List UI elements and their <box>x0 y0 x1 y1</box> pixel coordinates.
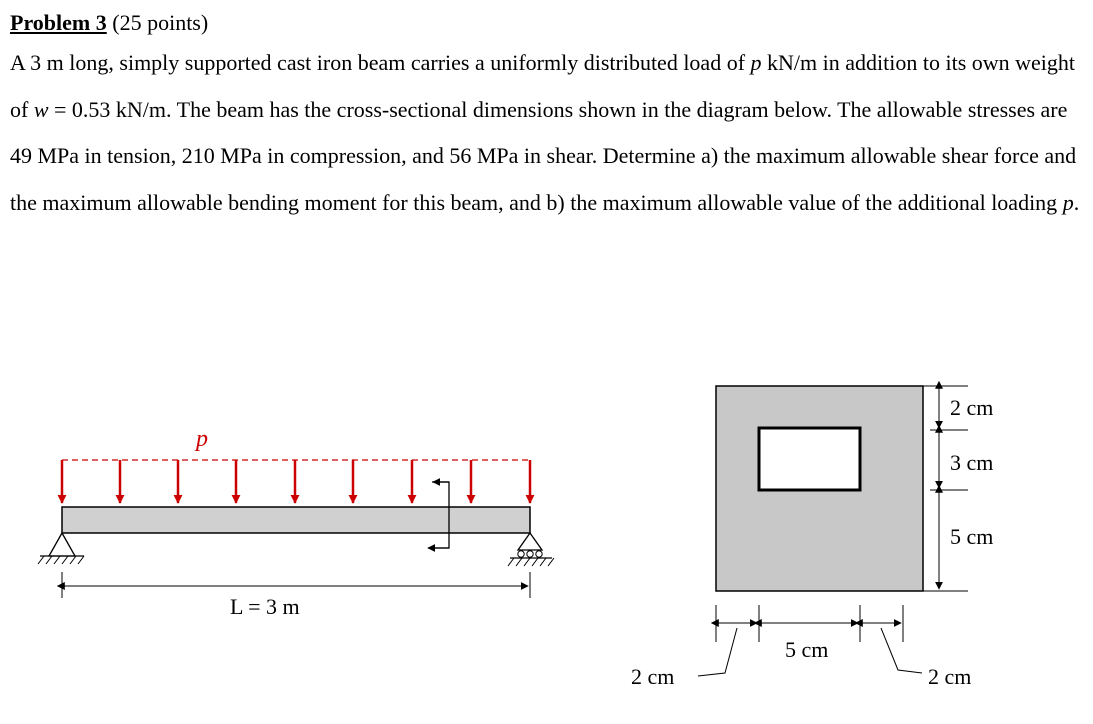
statement-part-4: . <box>1073 189 1080 215</box>
beam-diagram <box>38 426 554 619</box>
statement-part-2: kN/m in addition to its own weight of <box>10 50 1076 122</box>
beam <box>62 507 530 533</box>
dim-left-wall-label: 2 cm <box>631 664 675 689</box>
dim-hole-height-label: 3 cm <box>950 450 994 475</box>
p-symbol: p <box>750 50 762 75</box>
cross-section-hole <box>759 428 860 490</box>
problem-points: (25 points) <box>112 10 209 35</box>
statement-part-1: A 3 m long, simply supported cast iron beam carries a uniformly distributed load of <box>10 50 751 75</box>
cross-section-diagram <box>631 386 993 689</box>
dim-right-wall-label: 2 cm <box>928 664 972 689</box>
load-arrows <box>62 460 530 503</box>
problem-heading: Problem 3 <box>10 10 107 35</box>
dim-top-wall-label: 2 cm <box>950 395 994 420</box>
w-symbol: w <box>33 96 49 122</box>
p-symbol-2: p <box>1062 189 1074 215</box>
dim-bottom-wall-label: 5 cm <box>950 524 994 549</box>
statement-part-3: = 0.53 kN/m. The beam has the cross-sectional dimensions shown in the diagram below. The allowable stresses are 49 MPa in tension, 210 MPa in compression, and 56 MPa in shear. Determine a) the maximum allowable shear force and the maximum allowable bending moment for this beam, and b) the maximum allowable value of the additional loading <box>10 96 1077 215</box>
dim-hole-width-label: 5 cm <box>785 637 829 662</box>
span-label: L = 3 m <box>230 594 300 619</box>
pin-support <box>38 533 84 564</box>
roller-support <box>508 533 554 566</box>
load-label-p: p <box>196 426 208 452</box>
